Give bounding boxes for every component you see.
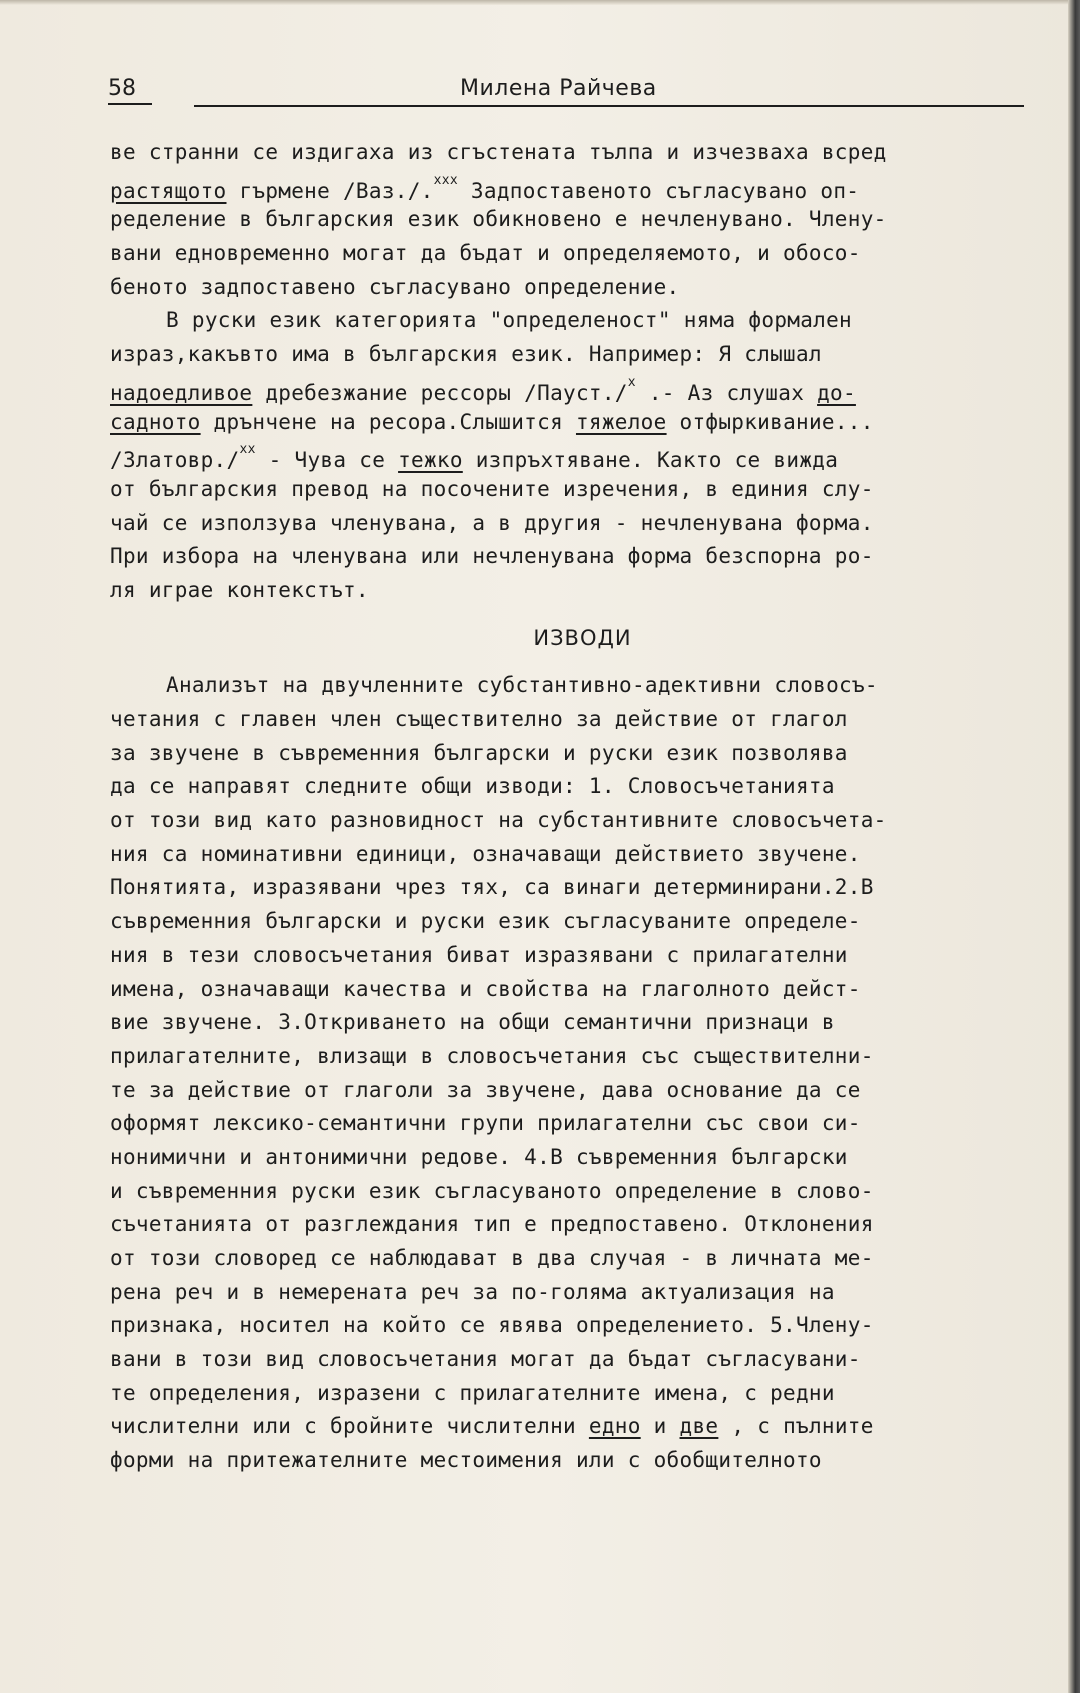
text-line: Анализът на двучленните субстантивно-адективни словосъ-: [166, 673, 878, 698]
underlined-word: надоедливое: [110, 380, 253, 405]
body-text: [110, 136, 1055, 1478]
underlined-word: садното: [110, 409, 201, 434]
text-line: от този словоред се наблюдават в два случая - в личната ме-: [110, 1246, 874, 1270]
text-line: садното дрънчене на ресора.Слышится тяжелое отфыркивание...: [110, 409, 874, 434]
section-heading: ИЗВОДИ: [533, 625, 632, 650]
text-line: вие звучене. 3.Откриването на общи семантични признаци в: [110, 1010, 835, 1035]
text-line: от този вид като разновидност на субстантивните словосъчета-: [110, 808, 887, 833]
text-line: имена, означаващи качества и свойства на глаголното дейст-: [110, 976, 861, 1001]
binding-edge: [1068, 0, 1080, 1693]
text-line: оформят лексико-семантични групи прилагателни със свои си-: [110, 1111, 861, 1136]
text-line: чай се използува членувана, а в другия - нечленувана форма.: [110, 510, 874, 535]
text-line: за звучене в съвременния български и руски език позволява: [110, 740, 848, 765]
page-top-edge: [0, 0, 1080, 5]
footnote-mark: xx: [239, 442, 256, 458]
text-line: числителни или с бройните числителни едно и две , с пълните: [110, 1414, 874, 1439]
text-line: те определения, изразени с прилагателните имена, с редни: [110, 1380, 835, 1405]
text-line: признака, носител на който се явява определението. 5.Члену-: [110, 1313, 874, 1338]
text-line: /Златовр./$^{xx}$ - Чува се тежко изпръхтяване. Както се вижда: [110, 442, 839, 473]
text-line: съчетанията от разглеждания тип е предпоставено. Отклонения: [110, 1212, 874, 1237]
text-line: надоедливое дребезжание рессоры /Пауст./$^x$ .- Аз слушах до-: [110, 374, 856, 405]
text-line: прилагателните, влизащи в словосъчетания със съществителни-: [110, 1043, 874, 1068]
text-line: ния са номинативни единици, означаващи действието звучене.: [110, 841, 861, 866]
text-line: Понятията, изразявани чрез тях, са винаги детерминирани.2.В: [110, 875, 874, 900]
underlined-word: тежко: [398, 448, 463, 473]
underlined-word: до-: [817, 380, 856, 405]
footnote-mark: xxx: [433, 172, 458, 188]
text-line: и съвременния руски език съгласуваното определение в слово-: [110, 1178, 874, 1203]
text-line: При избора на членувана или нечленувана форма безспорна ро-: [110, 544, 874, 569]
text-line: ния в тези словосъчетания биват изразявани с прилагателни: [110, 942, 848, 967]
underlined-word: едно: [588, 1414, 641, 1439]
text-line: вани едновременно могат да бъдат и определяемото, и обосо-: [110, 241, 861, 266]
text-line: да се направят следните общи изводи: 1. Словосъчетанията: [110, 774, 835, 799]
text-line: вани в този вид словосъчетания могат да бъдат съгласувани-: [110, 1347, 861, 1372]
footnote-mark: x: [627, 374, 636, 390]
text-line: израз,какъвто има в българския език. Например: Я слышал: [110, 342, 822, 367]
text-line: от българския превод на посочените изречения, в единия слу-: [110, 476, 874, 501]
page-header: [104, 76, 1024, 110]
text-line: съвременния български и руски език съгласуваните определе-: [110, 909, 861, 934]
text-line: ве странни се издигаха из сгъстената тълпа и изчезваха всред: [110, 140, 887, 164]
text-line: ля играе контекстът.: [110, 577, 369, 602]
page-number: 58: [108, 76, 152, 105]
text-line: беното задпоставено съгласувано определение.: [110, 274, 680, 299]
text-line: те за действие от глаголи за звучене, дава основание да се: [110, 1077, 861, 1102]
underlined-word: тяжелое: [575, 409, 667, 434]
text-line: форми на притежателните местоимения или с обобщителното: [110, 1448, 822, 1473]
text-line: В руски език категорията "определеност" няма формален: [166, 308, 852, 333]
text-line: рена реч и в немерената реч за по-голяма актуализация на: [110, 1279, 835, 1304]
text-line: ределение в българския език обикновено е нечленувано. Члену-: [110, 207, 887, 232]
header-rule: [194, 105, 1024, 107]
underlined-word: растящото: [110, 178, 227, 203]
underlined-word: две: [679, 1414, 719, 1439]
text-line: нонимични и антонимични редове. 4.В съвременния български: [110, 1144, 848, 1169]
text-line: растящото гърмене /Ваз./.$^{xxx}$ Задпоставеното съгласувано оп-: [110, 172, 860, 203]
text-line: четания с главен член съществително за действие от глагол: [110, 707, 848, 731]
running-head-author: Милена Райчева: [460, 76, 657, 101]
